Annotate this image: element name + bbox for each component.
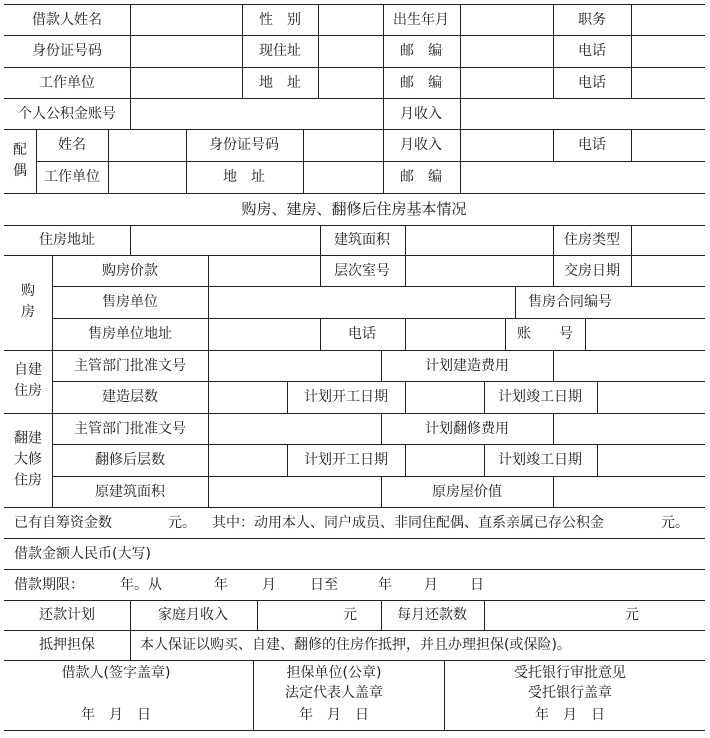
borrower-signature-date: 年 月 日 [81, 707, 151, 723]
from-day: 日至 [310, 577, 338, 593]
row-divider [4, 98, 705, 99]
housing-section-heading: 购房、建房、翻修后住房基本情况 [241, 200, 467, 218]
cell-divider [484, 381, 485, 413]
cell-divider [186, 129, 187, 193]
cell-divider [631, 225, 632, 255]
row-divider [4, 507, 705, 508]
row-divider [4, 660, 705, 661]
cell-divider [130, 98, 131, 129]
to-year: 年 [378, 577, 392, 593]
row-divider [4, 413, 705, 414]
cell-divider [208, 413, 209, 507]
row-divider [4, 193, 705, 194]
cell-divider [553, 255, 554, 286]
cell-divider [553, 476, 554, 507]
cell-divider [553, 35, 554, 98]
borrower-signature-label: 借款人(签字盖章) [61, 665, 171, 681]
repayment-plan-label: 还款计划 [39, 607, 95, 623]
spouse-name-label: 姓名 [58, 137, 86, 153]
cell-divider [52, 255, 53, 507]
planned-renovation-cost-label: 计划翻修费用 [425, 421, 509, 437]
funds-yuan-2: 元。 [661, 515, 689, 531]
cell-divider [515, 286, 516, 318]
cell-divider [320, 255, 321, 286]
cell-divider [553, 413, 554, 444]
original-area-label: 原建筑面积 [95, 484, 165, 500]
sale-contract-label: 售房合同编号 [528, 294, 612, 310]
legal-representative-seal-label: 法定代表人盖章 [285, 685, 383, 701]
cell-divider [484, 444, 485, 476]
row-divider [4, 569, 705, 570]
position-label: 职务 [578, 12, 606, 28]
row-divider [4, 350, 705, 351]
cell-divider [460, 129, 461, 193]
row-divider [4, 600, 705, 601]
cell-divider [597, 444, 598, 476]
cell-divider [381, 476, 382, 507]
to-month: 月 [424, 577, 438, 593]
cell-divider [631, 4, 632, 35]
purchase-section-label: 购 房 [21, 283, 35, 320]
seller-account-label: 账 号 [517, 326, 573, 342]
cell-divider [287, 444, 288, 476]
cell-divider [460, 4, 461, 35]
household-income-yuan: 元 [343, 607, 357, 623]
cell-divider [320, 318, 321, 350]
monthly-repayment-label: 每月还款数 [397, 607, 467, 623]
cell-divider [318, 4, 319, 35]
cell-divider [381, 350, 382, 381]
cell-divider [130, 35, 131, 98]
birth-date-label: 出生年月 [393, 12, 449, 28]
from-month: 月 [262, 577, 276, 593]
monthly-income-label: 月收入 [400, 106, 442, 122]
floor-room-label: 层次室号 [334, 263, 390, 279]
spouse-section-label: 配 偶 [13, 142, 27, 179]
table-border-top [4, 4, 705, 5]
provident-fund-detail-label: 其中：动用本人、同户成员、非同住配偶、直系亲属已存公积金 [212, 515, 604, 531]
cell-divider [287, 381, 288, 413]
post-renovation-floors-label: 翻修后层数 [95, 452, 165, 468]
cell-divider [484, 600, 485, 630]
funds-yuan-1: 元。 [168, 515, 196, 531]
cell-divider [505, 318, 506, 350]
cell-divider [242, 35, 243, 98]
cell-divider [553, 350, 554, 381]
cell-divider [383, 35, 384, 98]
current-address-label: 现住址 [259, 43, 301, 59]
cell-divider [405, 444, 406, 476]
cell-divider [405, 225, 406, 255]
guarantor-seal-label: 担保单位(公章) [286, 665, 382, 681]
monthly-repayment-yuan: 元 [625, 607, 639, 623]
cell-divider [208, 255, 209, 350]
cell-divider [585, 318, 586, 350]
household-income-label: 家庭月收入 [158, 607, 228, 623]
row-divider [52, 476, 705, 477]
borrower-name-label: 借款人姓名 [32, 12, 102, 28]
cell-divider [631, 129, 632, 161]
bank-approval-label: 受托银行审批意见 [514, 665, 626, 681]
cell-divider [381, 413, 382, 444]
phone-label: 电话 [578, 43, 606, 59]
build-floors-label: 建造层数 [102, 389, 158, 405]
bank-signature-date: 年 月 日 [535, 707, 605, 723]
floor-area-label: 建筑面积 [334, 232, 390, 248]
row-divider [4, 630, 705, 631]
cell-divider [130, 600, 131, 660]
spouse-id-label: 身份证号码 [209, 137, 279, 153]
gender-label: 性 别 [259, 12, 301, 28]
planned-build-cost-label: 计划建造费用 [425, 358, 509, 374]
delivery-date-label: 交房日期 [564, 263, 620, 279]
seller-address-label: 售房单位地址 [88, 326, 172, 342]
purchase-price-label: 购房价款 [102, 263, 158, 279]
cell-divider [383, 129, 384, 193]
seller-label: 售房单位 [102, 294, 158, 310]
row-divider [4, 538, 705, 539]
spouse-postcode-label: 邮 编 [400, 169, 442, 185]
original-value-label: 原房屋价值 [432, 484, 502, 500]
cell-divider [130, 4, 131, 35]
cell-divider [257, 600, 258, 630]
loan-amount-label: 借款金额人民币(大写) [14, 546, 151, 562]
row-divider [4, 225, 705, 226]
work-unit-label: 工作单位 [39, 75, 95, 91]
row-divider [4, 67, 705, 68]
row-divider [4, 255, 705, 256]
mortgage-guarantee-label: 抵押担保 [39, 637, 95, 653]
spouse-work-label: 工作单位 [44, 169, 100, 185]
guarantor-signature-date: 年 月 日 [299, 707, 369, 723]
cell-divider [36, 129, 37, 193]
row-divider [4, 129, 705, 130]
row-divider [52, 444, 705, 445]
selfbuild-approval-label: 主管部门批准文号 [74, 358, 186, 374]
selfbuild-start-label: 计划开工日期 [304, 389, 388, 405]
housing-address-label: 住房地址 [39, 232, 95, 248]
cell-divider [631, 35, 632, 98]
cell-divider [383, 4, 384, 35]
seller-phone-label: 电话 [348, 326, 376, 342]
fund-account-label: 个人公积金账号 [18, 106, 116, 122]
renovation-section-label: 翻建 大修 住房 [14, 430, 42, 489]
cell-divider [597, 381, 598, 413]
cell-divider [460, 98, 461, 129]
work-phone-label: 电话 [578, 75, 606, 91]
cell-divider [444, 660, 445, 730]
borrower-id-label: 身份证号码 [32, 43, 102, 59]
cell-divider [405, 381, 406, 413]
loan-term-label: 借款期限： [14, 577, 84, 593]
cell-divider [460, 35, 461, 98]
renovation-start-label: 计划开工日期 [304, 452, 388, 468]
postcode-label: 邮 编 [400, 43, 442, 59]
row-divider [52, 318, 705, 319]
cell-divider [242, 4, 243, 35]
spouse-phone-label: 电话 [578, 137, 606, 153]
cell-divider [108, 129, 109, 193]
work-address-label: 地 址 [259, 75, 301, 91]
selfbuild-section-label: 自建 住房 [14, 362, 42, 399]
cell-divider [381, 600, 382, 630]
cell-divider [405, 255, 406, 286]
cell-divider [320, 225, 321, 255]
cell-divider [631, 255, 632, 286]
row-divider [4, 35, 705, 36]
term-years: 年。从 [120, 577, 162, 593]
cell-divider [318, 35, 319, 98]
from-year: 年 [214, 577, 228, 593]
mortgage-guarantee-statement: 本人保证以购买、自建、翻修的住房作抵押，并且办理担保(或保险)。 [140, 637, 571, 653]
housing-type-label: 住房类型 [564, 232, 620, 248]
cell-divider [303, 129, 304, 193]
renovation-approval-label: 主管部门批准文号 [74, 421, 186, 437]
cell-divider [553, 4, 554, 35]
selfbuild-finish-label: 计划竣工日期 [498, 389, 582, 405]
spouse-address-label: 地 址 [223, 169, 265, 185]
cell-divider [553, 129, 554, 161]
cell-divider [208, 350, 209, 413]
renovation-finish-label: 计划竣工日期 [498, 452, 582, 468]
row-divider [52, 286, 705, 287]
self-raised-funds-label: 已有自筹资金数 [14, 515, 112, 531]
spouse-income-label: 月收入 [400, 137, 442, 153]
row-divider [36, 161, 705, 162]
work-postcode-label: 邮 编 [400, 75, 442, 91]
bank-seal-label: 受托银行盖章 [528, 685, 612, 701]
cell-divider [553, 225, 554, 255]
row-divider [52, 381, 705, 382]
cell-divider [383, 98, 384, 129]
cell-divider [253, 660, 254, 730]
cell-divider [405, 318, 406, 350]
to-day: 日 [470, 577, 484, 593]
cell-divider [130, 225, 131, 255]
table-border-bottom [4, 730, 705, 731]
